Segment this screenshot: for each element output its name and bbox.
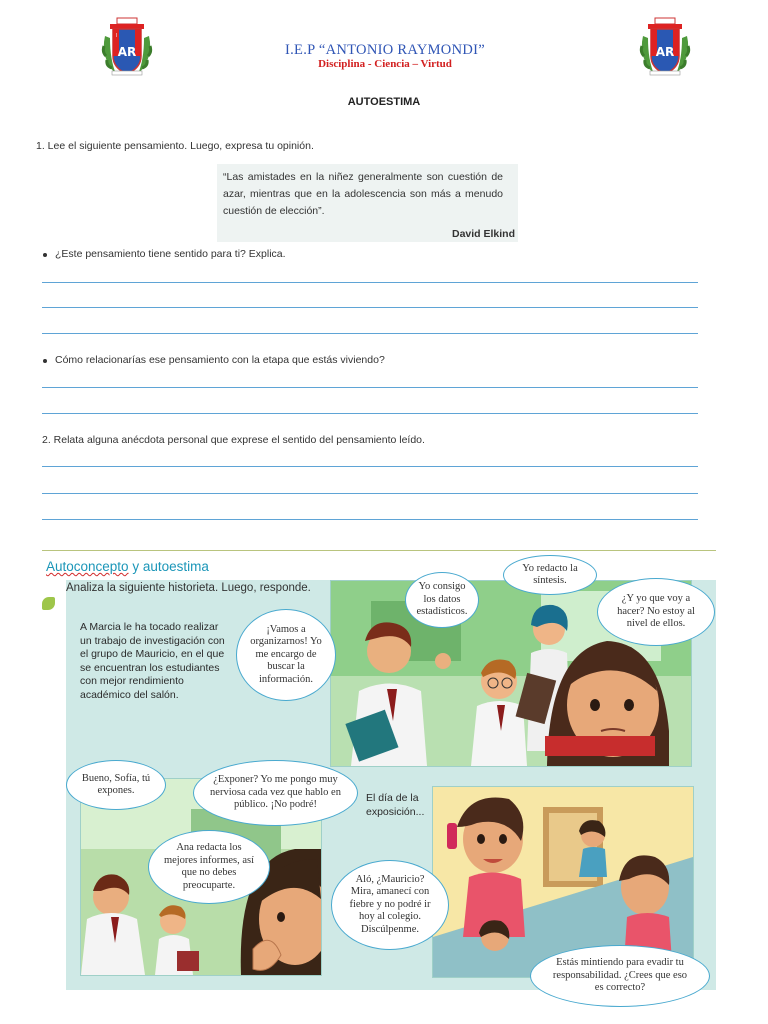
answer-line[interactable]: [42, 493, 698, 494]
speech-bubble-lying: Estás mintiendo para evadir tu responsabilidad. ¿Crees que eso es correcto?: [530, 945, 710, 1007]
speech-bubble-synthesis: Yo redacto la síntesis.: [503, 555, 597, 595]
speech-bubble-ana: Ana redacta los mejores informes, así que no debes preocuparte.: [148, 830, 270, 904]
answer-line[interactable]: [42, 519, 698, 520]
school-name: I.E.P “ANTONIO RAYMONDI”: [285, 42, 485, 58]
answer-line[interactable]: [42, 307, 698, 308]
answer-line[interactable]: [42, 413, 698, 414]
comic-narration: A Marcia le ha tocado realizar un trabajo de investigación con el grupo de Mauricio, en el que se encuentran los estudiantes con mejor rendimiento académico del salón.: [80, 621, 225, 701]
school-logo-right: [636, 16, 694, 82]
answer-line[interactable]: [42, 282, 698, 283]
bullet-dot: [43, 253, 47, 257]
bullet-dot: [43, 359, 47, 363]
section-title-word: Autoconcepto: [46, 559, 129, 574]
leaf-icon: [42, 597, 55, 610]
question-2: 2. Relata alguna anécdota personal que exprese el sentido del pensamiento leído.: [42, 434, 425, 446]
page-title: AUTOESTIMA: [347, 96, 421, 108]
answer-line[interactable]: [42, 387, 698, 388]
speech-bubble-phone: Aló, ¿Mauricio? Mira, amanecí con fiebre y no podré ir hoy al colegio. Discúlpenme.: [331, 860, 449, 950]
quote-text: “Las amistades en la niñez generalmente son cuestión de azar, mientras que en la adolescencia son más a menudo cuestión de elección”.: [223, 171, 503, 217]
comic-narration-2: El día de la exposición...: [366, 792, 425, 818]
question-1: 1. Lee el siguiente pensamiento. Luego, expresa tu opinión.: [36, 140, 314, 152]
school-motto: Disciplina - Ciencia – Virtud: [318, 58, 452, 70]
bullet-question-2: Cómo relacionarías ese pensamiento con la etapa que estás viviendo?: [55, 354, 385, 366]
bullet-question-1: ¿Este pensamiento tiene sentido para ti? Explica.: [55, 248, 286, 260]
quote-box: [217, 164, 518, 242]
speech-bubble-organize: ¡Vamos a organizarnos! Yo me encargo de buscar la información.: [236, 609, 336, 701]
speech-bubble-data: Yo consigo los datos estadísticos.: [405, 572, 479, 628]
speech-bubble-sofia: Bueno, Sofía, tú expones.: [66, 760, 166, 810]
school-logo-left: [98, 16, 156, 82]
answer-line[interactable]: [42, 466, 698, 467]
answer-line[interactable]: [42, 333, 698, 334]
section-title: [46, 559, 209, 574]
section-divider: [42, 550, 716, 551]
quote-author: David Elkind: [451, 228, 515, 240]
thought-bubble-me: ¿Y yo que voy a hacer? No estoy al nivel de ellos.: [597, 578, 715, 646]
logo-text: AR: [117, 45, 137, 59]
comic-instruction: Analiza la siguiente historieta. Luego, responde.: [66, 582, 311, 594]
thought-bubble-nervous: ¿Exponer? Yo me pongo muy nerviosa cada vez que hablo en público. ¡No podré!: [193, 760, 358, 826]
section-title-rest: y autoestima: [128, 559, 209, 574]
logo-text-right: AR: [655, 45, 675, 59]
logo-letter: I: [116, 33, 118, 39]
